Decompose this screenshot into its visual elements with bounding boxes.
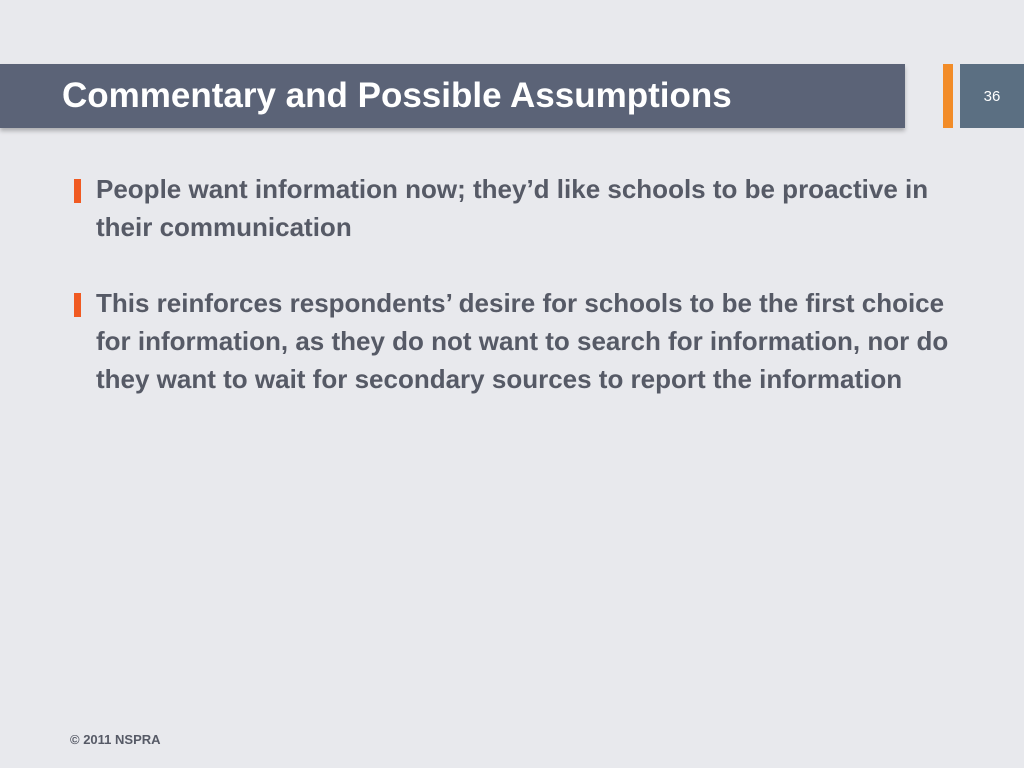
bullet-text: This reinforces respondents’ desire for schools to be the first choice for information, as they do not want to search for information, nor do they want to wait for secondary sources to report the information — [96, 288, 949, 394]
bullet-list — [70, 170, 970, 436]
bullet-marker-icon — [74, 293, 81, 317]
page-number: 36 — [983, 88, 1001, 105]
bullet-item — [70, 170, 970, 246]
copyright-footer: © 2011 NSPRA — [70, 732, 161, 747]
slide-title: Commentary and Possible Assumptions — [62, 76, 732, 115]
bullet-item — [70, 284, 970, 398]
bullet-marker-icon — [74, 179, 81, 203]
bullet-text: People want information now; they’d like schools to be proactive in their communication — [96, 174, 929, 242]
accent-bar — [943, 64, 953, 128]
